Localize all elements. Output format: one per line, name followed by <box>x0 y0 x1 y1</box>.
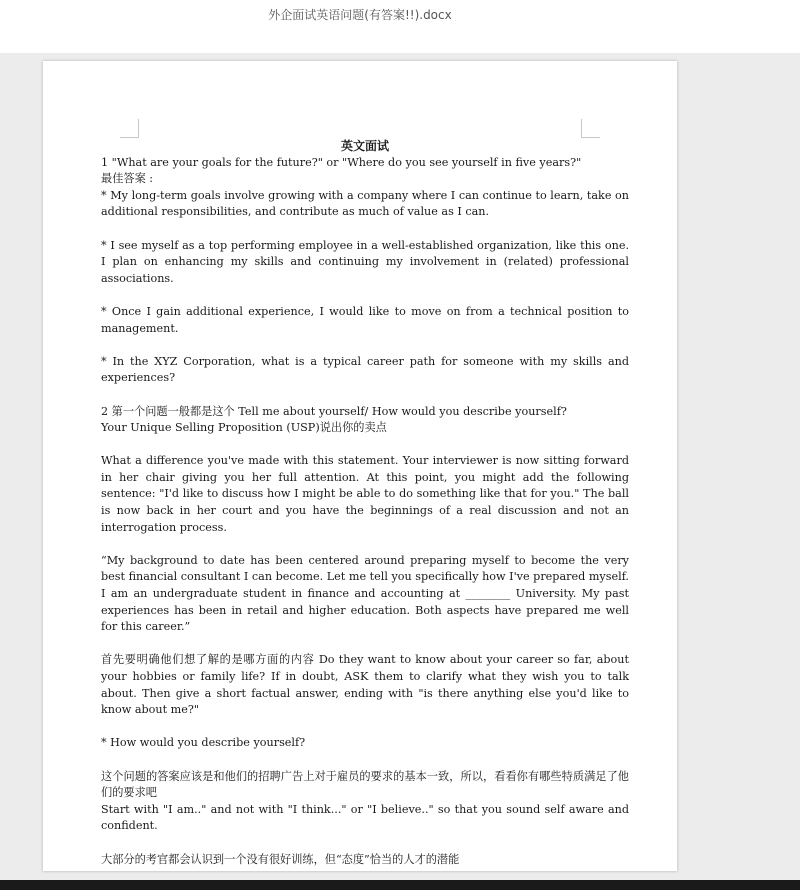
paragraph-spacer <box>101 719 629 736</box>
paragraph-spacer <box>101 221 629 238</box>
paragraph-spacer <box>101 387 629 404</box>
crop-mark-top-left <box>120 119 139 138</box>
paragraph: * I see myself as a top performing employee in a well-established organization, like this one. I plan on enhancing my skills and continuing my involvement in (related) professional associations. <box>101 238 629 285</box>
paragraph: 最佳答案 : <box>101 172 154 186</box>
paragraph-spacer <box>101 636 629 653</box>
paragraph: What a difference you've made with this statement. Your interviewer is now sitting forward in her chair giving you her full attention. At this point, you might add the following sentence: "I'd like to discuss how I might be able to do something like that for you." The ball is now back in her court and you have the beginnings of a real discussion and not an interrogation process. <box>101 454 629 534</box>
paragraph: 2 第一个问题一般都是这个 Tell me about yourself/ How would you describe yourself? <box>101 404 567 418</box>
window-title: 外企面试英语问题(有答案!!).docx <box>268 8 452 22</box>
paragraph: 这个问题的答案应该是和他们的招聘广告上对于雇员的要求的基本一致，所以，看看你有哪些特质满足了他们的要求吧 <box>101 769 629 800</box>
paragraph: 首先要明确他们想了解的是哪方面的内容 Do they want to know about your career so far, about your hobbies or family life? If in doubt, ASK them to clarify what they wish you to talk about. Then give a short factual answer, ending with "is there anything else you'd like to know about me?" <box>101 653 629 717</box>
document-page <box>43 61 677 871</box>
paragraph: * In the XYZ Corporation, what is a typical career path for someone with my skills and experiences? <box>101 354 629 385</box>
paragraph: 1 "What are your goals for the future?" or "Where do you see yourself in five years?" <box>101 155 582 169</box>
paragraph: * Once I gain additional experience, I would like to move on from a technical position to management. <box>101 304 629 335</box>
paragraph: * How would you describe yourself? <box>101 736 306 750</box>
paragraph: “My background to date has been centered around preparing myself to become the very best financial consultant I can become. Let me tell you specifically how I've prepared myself. I am an undergraduate student in finance and accounting at ________ University. My past experiences has been in retail and higher education. Both aspects have prepared me well for this career.” <box>101 553 629 634</box>
paragraph-spacer <box>101 287 629 304</box>
paragraph-spacer <box>101 752 629 769</box>
paragraph: Start with "I am.." and not with "I think..." or "I believe.." so that you sound self aware and confident. <box>101 802 629 833</box>
paragraph-spacer <box>101 337 629 354</box>
paragraph-spacer <box>101 536 629 553</box>
title-bar <box>0 0 800 53</box>
paragraph: Your Unique Selling Proposition (USP)说出你的卖点 <box>101 421 387 435</box>
bottom-bar <box>0 880 800 890</box>
paragraph-spacer <box>101 835 629 852</box>
crop-mark-top-right <box>581 119 600 138</box>
document-title: 英文面试 <box>340 139 389 153</box>
document-body <box>101 138 629 868</box>
paragraph: * My long-term goals involve growing with a company where I can continue to learn, take on additional responsibilities, and contribute as much of value as I can. <box>101 188 629 219</box>
scrollbar-track[interactable] <box>790 53 800 880</box>
paragraph-spacer <box>101 437 629 454</box>
paragraph: 大部分的考官都会认识到一个没有很好训练，但“态度”恰当的人才的潜能 <box>101 852 460 866</box>
